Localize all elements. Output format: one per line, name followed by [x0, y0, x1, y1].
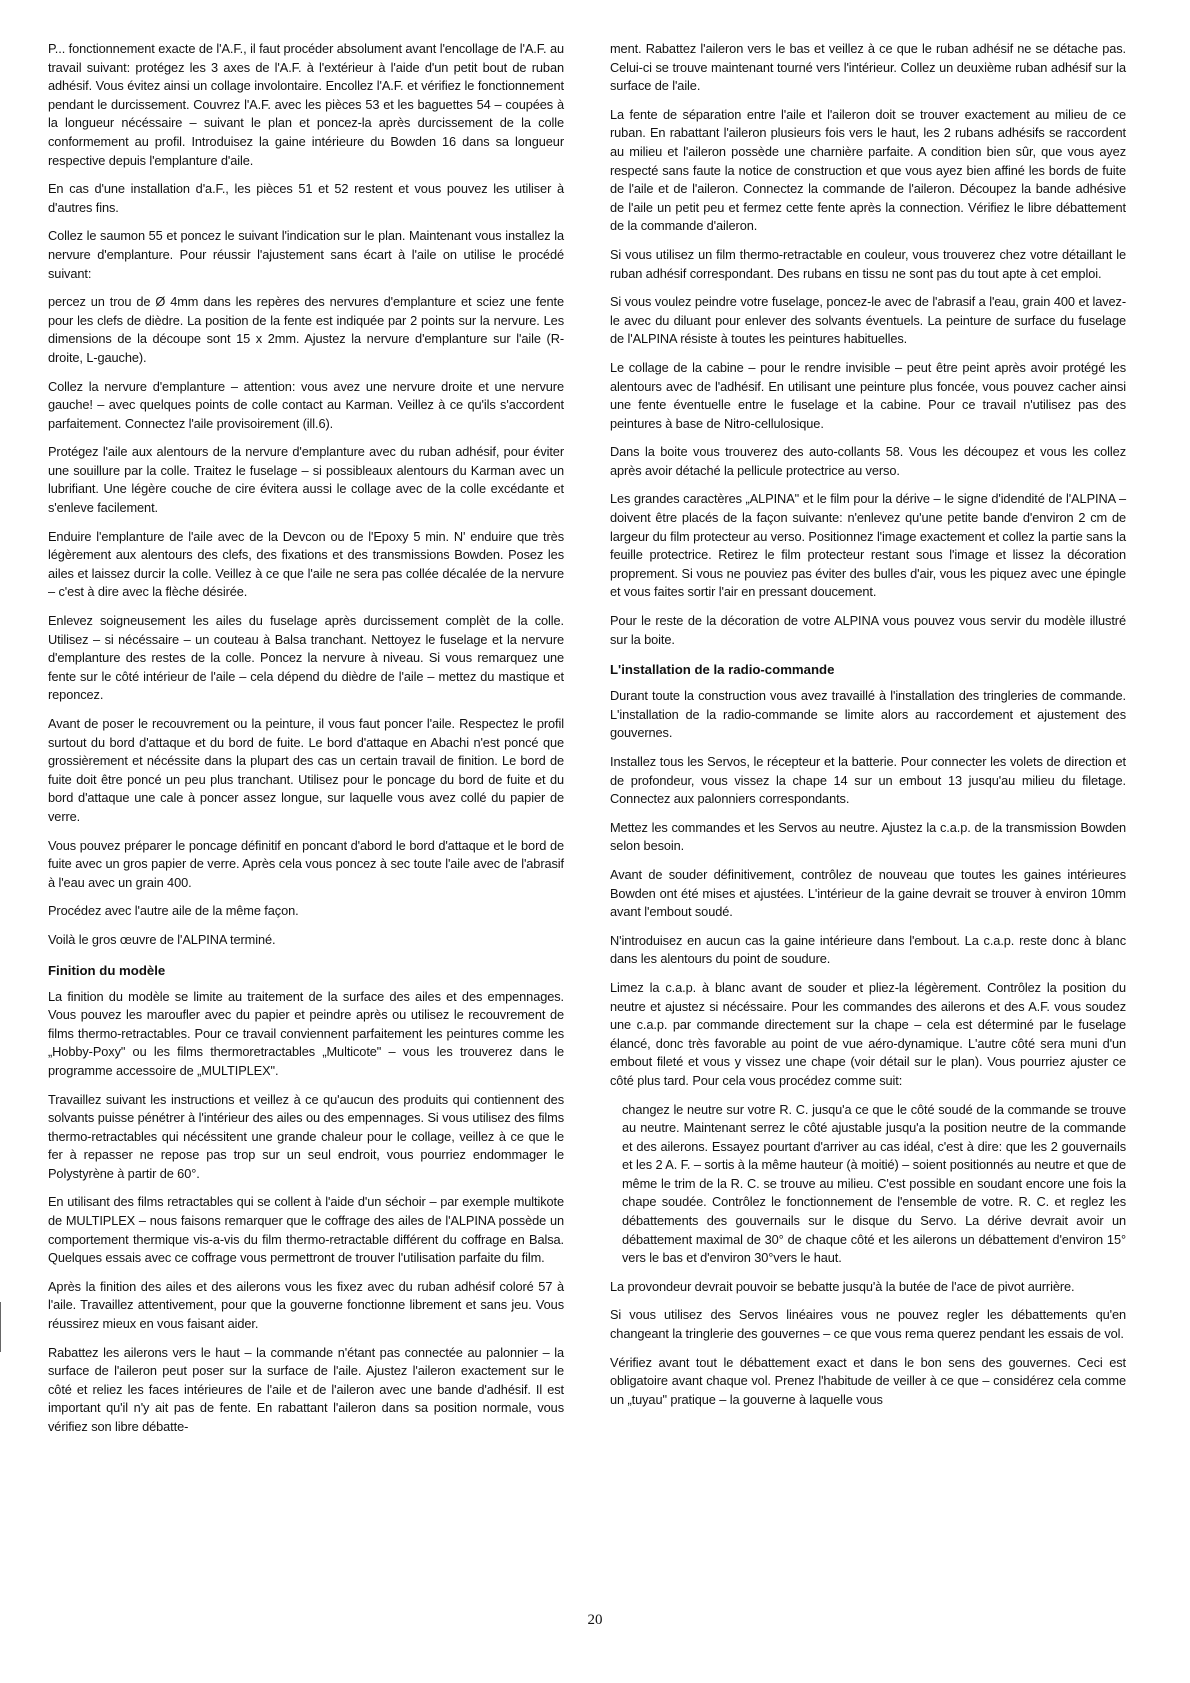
paragraph: Protégez l'aile aux alentours de la nervure d'emplanture avec du ruban adhésif, pour éviter une souillure par la colle. Traitez le fuselage – si possibleaux alentours du Karman avec un lubrifiant. Une légère couche de cire évitera aussi le collage avec de la colle excédante et s'enleve facilement. — [48, 444, 564, 516]
page-number: 20 — [587, 1612, 603, 1628]
paragraph: Voilà le gros œuvre de l'ALPINA terminé. — [48, 931, 276, 947]
paragraph: Avant de poser le recouvrement ou la peinture, il vous faut poncer l'aile. Respectez le profil surtout du bord d'attaque et du bord de fuite. Le bord d'attaque en Abachi n'est poncé que grossièrement et nécéssite dans la plupart des cas un certain travail de finition. Le bord de fuite doit être poncé un peu plus tranchant. Utilisez pour le poncage du bord de fuite et du bord d'attaque une cale à poncer assez longue, sur laquelle vous avez collé du papier de verre. — [48, 716, 564, 824]
paragraph: Avant de souder définitivement, contrôlez de nouveau que toutes les gaines intérieures Bowden ont été mises et ajustées. L'intérieur de la gaine devrait se trouver à environ 10mm avant l'embout soudé. — [610, 866, 1126, 920]
paragraph: Durant toute la construction vous avez travaillé à l'installation des tringleries de commande. L'installation de la radio-commande se limite alors au raccordement et ajustement des gouvernes. — [610, 688, 1126, 741]
paragraph: Enduire l'emplanture de l'aile avec de la Devcon ou de l'Epoxy 5 min. N' enduire que très légèrement aux alentours des clefs, des fixations et des transmissions Bowden. Posez les ailes et laissez durcir la colle. Veillez à ce que l'aile ne sera pas collée décalée de la nervure – c'est à dire avec la flèche désirée. — [48, 528, 564, 600]
paragraph: N'introduisez en aucun cas la gaine intérieure dans l'embout. La c.a.p. reste donc à blanc dans les alentours du point de soudure. — [610, 932, 1126, 967]
right-column — [610, 40, 1126, 1419]
paragraph: Si vous voulez peindre votre fuselage, poncez-le avec de l'abrasif a l'eau, grain 400 et lavez-le avec du diluant pour enlever des solvants éventuels. La peinture de surface du fuselage de l'ALPINA résiste à toutes les peintures habituelles. — [610, 294, 1126, 347]
paragraph: changez le neutre sur votre R. C. jusqu'a ce que le côté soudé de la commande se trouve au neutre. Maintenant serrez le côté ajustable jusqu'a la position neutre de la commande et des ailerons. Essayez pourtant d'arriver au cas idéal, c'est à dire: que les 2 gouvernails et les 2 A. F. – sortis à la même hauteur (à moitié) – soient positionnés au neutre et que de même le trim de la R. C. se trouve au milieu. C'est possible en soudant encore une fois la chape soudée. Contrôlez le fonctionnement de l'ensemble de votre. R. C. et reglez les débattements des gouvernails sur le disque du Servo. La dérive devrait avoir un débattement maximal de 30° de chaque côté et les ailerons un débattement d'environ 15° vers le bas et d'environ 30°vers le haut. — [622, 1101, 1126, 1266]
paragraph: Limez la c.a.p. à blanc avant de souder et pliez-la légèrement. Contrôlez la position du neutre et ajustez si nécéssaire. Pour les commandes des ailerons et des A.F. vous soudez une c.a.p. par commande directement sur la chape – cela est déterminé par le fuselage élancé, donc très favorable au point de vue aéro-dynamique. L'autre côté sera muni d'un embout fileté et vous y vissez une chape (voir détail sur le plan). Vous pourriez ajuster ce côté plus tard. Pour cela vous procédez comme suit: — [610, 979, 1126, 1088]
paragraph: Les grandes caractères „ALPINA" et le film pour la dérive – le signe d'idendité de l'ALPINA – doivent être placés de la façon suivante: n'enlevez qu'une petite bande d'environ 2 cm de largeur du film protecteur au verso. Positionnez l'image exactement et collez la partie sans la feuille protectrice. Retirez le film protecteur restant sous l'image et lissez la décoration proprement. Si vous ne pouviez pas éviter des bulles d'air, vous les piquez avec une épingle et vous faites sortir l'air en pressant doucement. — [610, 491, 1126, 600]
paragraph: Si vous utilisez un film thermo-retractable en couleur, vous trouverez chez votre détaillant le ruban adhésif correspondant. Des rubans en tissu ne sont pas du tout apte à cet emploi. — [610, 246, 1126, 281]
paragraph: Collez la nervure d'emplanture – attention: vous avez une nervure droite et une nervure gauche! – avec quelques points de colle contact au Karman. Veillez à ce qu'ils s'accordent parfaitement. Connectez l'aile provisoirement (ill.6). — [48, 378, 564, 431]
paragraph: percez un trou de Ø 4mm dans les repères des nervures d'emplanture et sciez une fente pour les clefs de dièdre. La position de la fente est indiquée par 2 points sur la nervure. Les dimensions de la découpe sont 15 x 2mm. Ajustez la nervure d'emplanture sur l'aile (R-droite, L-gauche). — [48, 294, 564, 365]
paragraph: Procédez avec l'autre aile de la même façon. — [48, 903, 299, 919]
left-column — [48, 40, 564, 1447]
section-heading: Finition du modèle — [48, 962, 166, 978]
paragraph: Si vous utilisez des Servos linéaires vous ne pouvez regler les débattements qu'en changeant la tringlerie des gouvernes – ce que vous rema querez pendant les essais de vol. — [610, 1307, 1126, 1342]
paragraph: Vous pouvez préparer le poncage définitif en poncant d'abord le bord d'attaque et le bord de fuite avec un gros papier de verre. Après cela vous poncez à sec toute l'aile avec de l'abrasif à l'eau avec un grain 400. — [48, 837, 564, 890]
paragraph: Après la finition des ailes et des ailerons vous les fixez avec du ruban adhésif coloré 57 à l'aile. Travaillez attentivement, pour que la gouverne fonctionne librement et sans jeu. Vous réussirez mieux en vous faisant aider. — [48, 1278, 564, 1332]
paragraph: La finition du modèle se limite au traitement de la surface des ailes et des empennages. Vous pouvez les maroufler avec du papier et peindre après ou utilisez le recouvrement de films thermo-retractables. Pour ce travail conviennent parfaitement les peintures comme les „Hobby-Poxy" ou les films thermoretractables „Multicote" – vous les trouverez dans le programme accessoire de „MULTIPLEX". — [48, 988, 564, 1078]
paragraph: Travaillez suivant les instructions et veillez à ce qu'aucun des produits qui contiennent des solvants puisse pénétrer à l'intérieur des ailes ou des empennages. Si vous utilisez des films thermo-retractables qui nécéssitent une grande chaleur pour le collage, veillez à ce que le fer à repasser ne repose pas trop sur un seul endroit, vous pourriez endommager le Polystyrène à partir de 60°. — [48, 1091, 564, 1181]
paragraph: Enlevez soigneusement les ailes du fuselage après durcissement complèt de la colle. Utilisez – si nécéssaire – un couteau à Balsa tranchant. Nettoyez le fuselage et la nervure d'emplanture des restes de la colle. Poncez la nervure à niveau. Si vous remarquez une fente sur le côté intérieur de l'aile – cela dépend du dièdre de l'aile – mettez du mastique et reponcez. — [48, 613, 564, 703]
paragraph: La fente de séparation entre l'aile et l'aileron doit se trouver exactement au milieu de ce ruban. En rabattant l'aileron plusieurs fois vers le haut, les 2 rubans adhésifs se raccordent au milieu et l'aileron possède une charnière parfaite. A condition bien sûr, que vous ayez respecté sans faute la notice de construction et que vous ayez bien affiné les bords de fuite de l'aile et de l'aileron. Connectez la commande de l'aileron. Découpez la bande adhésive de l'aile un petit peu et fermez cette fente après la connection. Vérifiez le libre débattement de la commande d'aileron. — [610, 106, 1126, 234]
paragraph: Pour le reste de la décoration de votre ALPINA vous pouvez vous servir du modèle illustré sur la boite. — [610, 613, 1126, 647]
paragraph: Installez tous les Servos, le récepteur et la batterie. Pour connecter les volets de direction et de profondeur, vous vissez la chape 14 sur un embout 13 jusqu'au milieu du filetage. Connectez aux palonniers correspondants. — [610, 754, 1126, 807]
section-heading: L'installation de la radio-commande — [610, 662, 835, 678]
paragraph: Dans la boite vous trouverez des auto-collants 58. Vous les découpez et vous les collez après avoir détaché la pellicule protectrice au verso. — [610, 444, 1126, 478]
paragraph: Mettez les commandes et les Servos au neutre. Ajustez la c.a.p. de la transmission Bowden selon besoin. — [610, 819, 1126, 854]
paragraph: Vérifiez avant tout le débattement exact et dans le bon sens des gouvernes. Ceci est obligatoire avant chaque vol. Prenez l'habitude de veiller à ce que – considérez cela comme un „tuyau" pratique – la gouverne à laquelle vous — [610, 1354, 1126, 1407]
paragraph: En utilisant des films retractables qui se collent à l'aide d'un séchoir – par exemple multikote de MULTIPLEX – nous faisons remarquer que le coffrage des ailes de l'ALPINA possède un comportement thermique vis-a-vis du film thermo-retractable différent du coffrage en Balsa. Quelques essais avec ce coffrage vous permettront de trouver l'utilisation parfaite du film. — [48, 1194, 564, 1266]
paragraph: En cas d'une installation d'a.F., les pièces 51 et 52 restent et vous pouvez les utiliser à d'autres fins. — [48, 181, 564, 215]
paragraph: Le collage de la cabine – pour le rendre invisible – peut être peint après avoir protégé les alentours avec de l'adhésif. En utilisant une peinture plus foncée, vous pouvez cacher ainsi une fente éventuelle entre le fuselage et la cabine. Pour ce travail n'utilisez pas des peintures à base de Nitro-cellulosique. — [610, 359, 1126, 431]
paragraph: La provondeur devrait pouvoir se bebatte jusqu'à la butée de l'ace de pivot aurrière. — [610, 1278, 1075, 1294]
paragraph: Collez le saumon 55 et poncez le suivant l'indication sur le plan. Maintenant vous installez la nervure d'emplanture. Pour réussir l'ajustement sans écart à l'aile on utilise le procédé suivant: — [48, 228, 564, 281]
margin-mark — [0, 1302, 5, 1352]
paragraph: P... fonctionnement exacte de l'A.F., il faut procéder absolument avant l'encollage de l'A.F. au travail suivant: protégez les 3 axes de l'A.F. à l'extérieur à l'aide d'un petit bout de ruban adhésif. Vous évitez ainsi un collage involontaire. Encollez l'A.F. et vérifiez le fonctionnement pendant le durcissement. Couvrez l'A.F. avec les pièces 53 et les baguettes 54 – coupées à la longueur nécéssaire – suivant le plan et poncez-la après durcissement de la colle conformement au profil. Introduisez la gaine intérieure du Bowden 16 dans sa longueur respective depuis l'emplanture d'aile. — [48, 41, 564, 168]
paragraph: Rabattez les ailerons vers le haut – la commande n'étant pas connectée au palonnier – la surface de l'aileron peut poser sur la surface de l'aile. Ajustez l'aileron exactement sur le côté et reliez les faces intérieures de l'aile et de l'aileron avec une bande d'adhésif. Il est important qu'il n'y ait pas de fente. En rabattant l'aileron dans sa position normale, vous vérifiez son libre débatte- — [48, 1344, 564, 1434]
paragraph: ment. Rabattez l'aileron vers le bas et veillez à ce que le ruban adhésif ne se détache pas. Celui-ci se trouve maintenant tourné vers l'intérieur. Collez un deuxième ruban adhésif sur la surface de l'aile. — [610, 41, 1126, 94]
